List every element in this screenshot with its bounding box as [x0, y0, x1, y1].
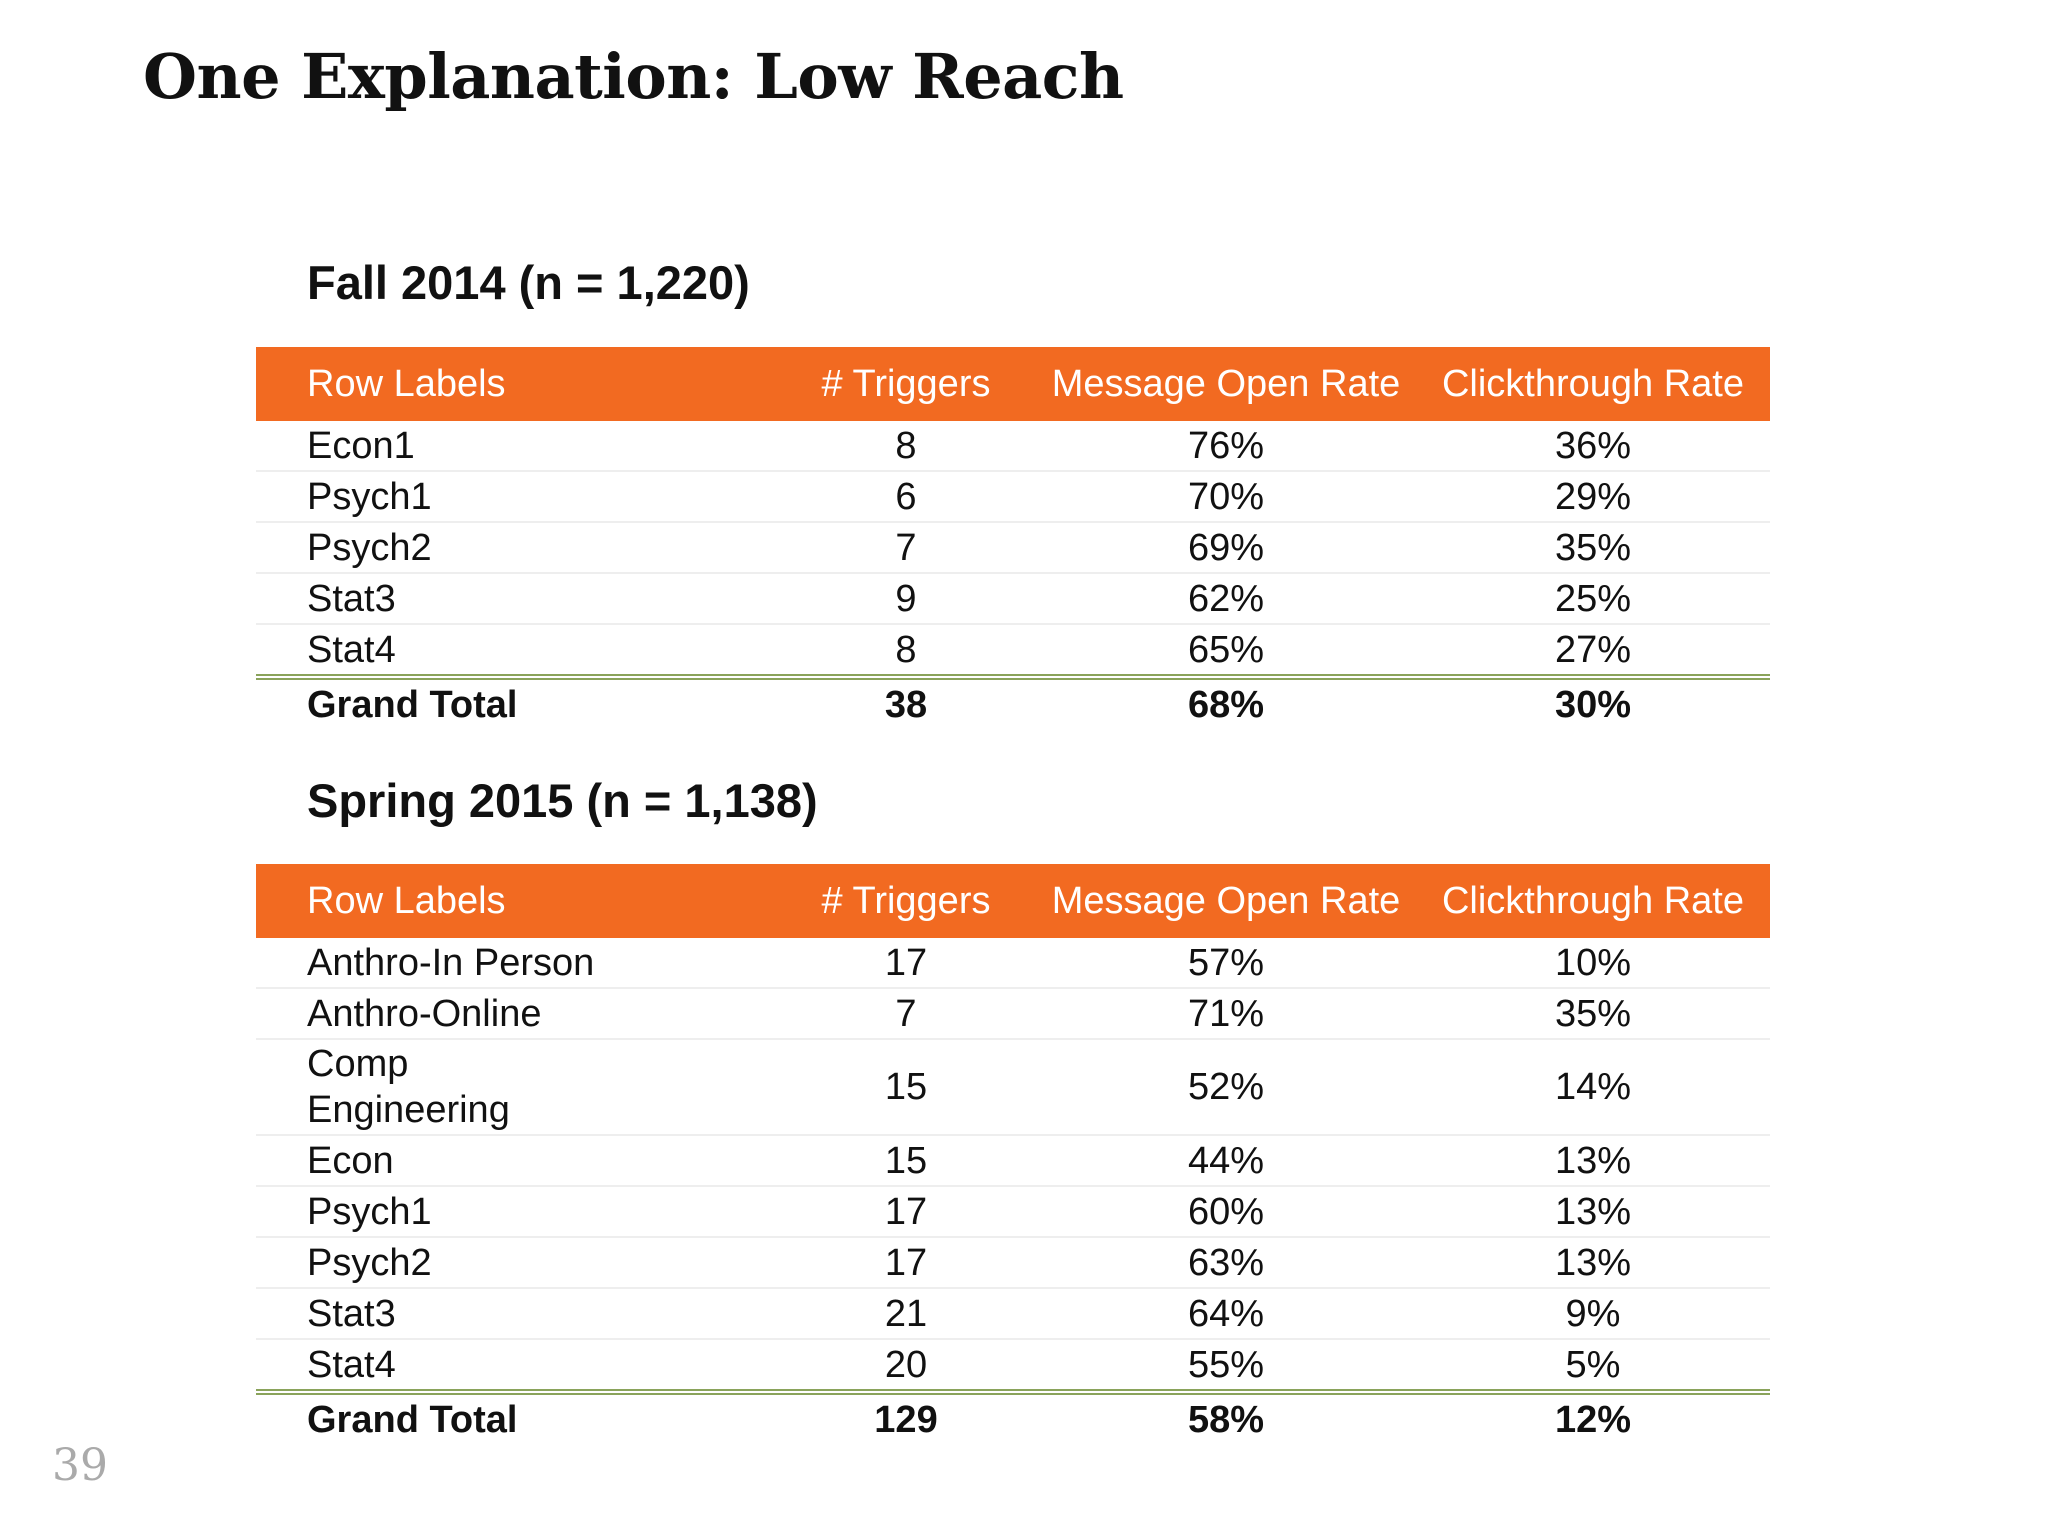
- row-label: Econ: [256, 1135, 776, 1186]
- clickthrough-cell: 13%: [1416, 1237, 1770, 1288]
- triggers-cell: 8: [776, 624, 1036, 677]
- triggers-cell: 7: [776, 988, 1036, 1039]
- grand-total-triggers: 129: [874, 1399, 938, 1441]
- open-rate-cell: 44%: [1036, 1135, 1416, 1186]
- column-header-open-rate: Message Open Rate: [1036, 347, 1416, 421]
- fall-2014-heading: Fall 2014 (n = 1,220): [307, 256, 750, 309]
- column-header-open-rate: Message Open Rate: [1036, 864, 1416, 938]
- row-label: Anthro-In Person: [256, 938, 776, 988]
- grand-total-open-rate: 58%: [1187, 1399, 1265, 1441]
- clickthrough-cell: 25%: [1416, 573, 1770, 624]
- grand-total-row: [256, 677, 1770, 730]
- clickthrough-cell: 5%: [1416, 1339, 1770, 1392]
- page-number: 39: [52, 1440, 108, 1491]
- open-rate-cell: 55%: [1036, 1339, 1416, 1392]
- table-row: [256, 624, 1770, 677]
- row-label: Psych2: [256, 1237, 776, 1288]
- table-header-row: [256, 864, 1770, 938]
- triggers-cell: 7: [776, 522, 1036, 573]
- triggers-cell: 20: [776, 1339, 1036, 1392]
- table-row: [256, 1039, 1770, 1135]
- table-row: [256, 1339, 1770, 1392]
- grand-total-triggers: 38: [884, 684, 928, 726]
- open-rate-cell: 71%: [1036, 988, 1416, 1039]
- column-header-row-labels: Row Labels: [256, 864, 776, 938]
- open-rate-cell: 52%: [1036, 1039, 1416, 1135]
- table-row: [256, 421, 1770, 471]
- clickthrough-cell: 10%: [1416, 938, 1770, 988]
- open-rate-cell: 65%: [1036, 624, 1416, 677]
- triggers-cell: 15: [776, 1039, 1036, 1135]
- triggers-cell: 17: [776, 1237, 1036, 1288]
- clickthrough-cell: 35%: [1416, 522, 1770, 573]
- clickthrough-cell: 36%: [1416, 421, 1770, 471]
- clickthrough-cell: 13%: [1416, 1186, 1770, 1237]
- column-header-row-labels: Row Labels: [256, 347, 776, 421]
- grand-total-label: Grand Total: [307, 1399, 518, 1441]
- table-row: [256, 1135, 1770, 1186]
- triggers-cell: 6: [776, 471, 1036, 522]
- table-row: [256, 988, 1770, 1039]
- grand-total-label: Grand Total: [307, 684, 518, 726]
- triggers-cell: 15: [776, 1135, 1036, 1186]
- table-header-row: [256, 347, 1770, 421]
- row-label: Anthro-Online: [256, 988, 776, 1039]
- grand-total-row: [256, 1392, 1770, 1445]
- open-rate-cell: 69%: [1036, 522, 1416, 573]
- clickthrough-cell: 13%: [1416, 1135, 1770, 1186]
- column-header-triggers: # Triggers: [776, 347, 1036, 421]
- column-header-clickthrough: Clickthrough Rate: [1416, 347, 1770, 421]
- row-label: Stat4: [256, 1339, 776, 1392]
- table-row: [256, 573, 1770, 624]
- open-rate-cell: 57%: [1036, 938, 1416, 988]
- grand-total-clickthrough: 30%: [1554, 684, 1632, 726]
- table-row: [256, 1237, 1770, 1288]
- open-rate-cell: 62%: [1036, 573, 1416, 624]
- row-label: [256, 1039, 776, 1135]
- table-row: [256, 522, 1770, 573]
- grand-total-open-rate: 68%: [1187, 684, 1265, 726]
- triggers-cell: 17: [776, 938, 1036, 988]
- clickthrough-cell: 14%: [1416, 1039, 1770, 1135]
- slide-title: One Explanation: Low Reach: [143, 40, 1124, 113]
- triggers-cell: 8: [776, 421, 1036, 471]
- column-header-clickthrough: Clickthrough Rate: [1416, 864, 1770, 938]
- clickthrough-cell: 29%: [1416, 471, 1770, 522]
- table-row: [256, 938, 1770, 988]
- triggers-cell: 21: [776, 1288, 1036, 1339]
- triggers-cell: 17: [776, 1186, 1036, 1237]
- row-label: Stat3: [256, 1288, 776, 1339]
- spring-2015-heading: Spring 2015 (n = 1,138): [307, 774, 818, 827]
- row-label-line-2: Engineering: [307, 1089, 510, 1131]
- row-label: Stat3: [256, 573, 776, 624]
- clickthrough-cell: 9%: [1416, 1288, 1770, 1339]
- fall-2014-table: [256, 347, 1770, 730]
- grand-total-clickthrough: 12%: [1554, 1399, 1632, 1441]
- table-row: [256, 1288, 1770, 1339]
- open-rate-cell: 60%: [1036, 1186, 1416, 1237]
- row-label: Psych2: [256, 522, 776, 573]
- open-rate-cell: 76%: [1036, 421, 1416, 471]
- row-label: Psych1: [256, 1186, 776, 1237]
- column-header-triggers: # Triggers: [776, 864, 1036, 938]
- row-label-line-1: Comp: [307, 1043, 409, 1085]
- spring-2015-table: [256, 864, 1770, 1445]
- open-rate-cell: 64%: [1036, 1288, 1416, 1339]
- table-row: [256, 1186, 1770, 1237]
- open-rate-cell: 63%: [1036, 1237, 1416, 1288]
- table-row: [256, 471, 1770, 522]
- row-label: Econ1: [256, 421, 776, 471]
- triggers-cell: 9: [776, 573, 1036, 624]
- open-rate-cell: 70%: [1036, 471, 1416, 522]
- clickthrough-cell: 35%: [1416, 988, 1770, 1039]
- clickthrough-cell: 27%: [1416, 624, 1770, 677]
- row-label: Stat4: [256, 624, 776, 677]
- row-label: Psych1: [256, 471, 776, 522]
